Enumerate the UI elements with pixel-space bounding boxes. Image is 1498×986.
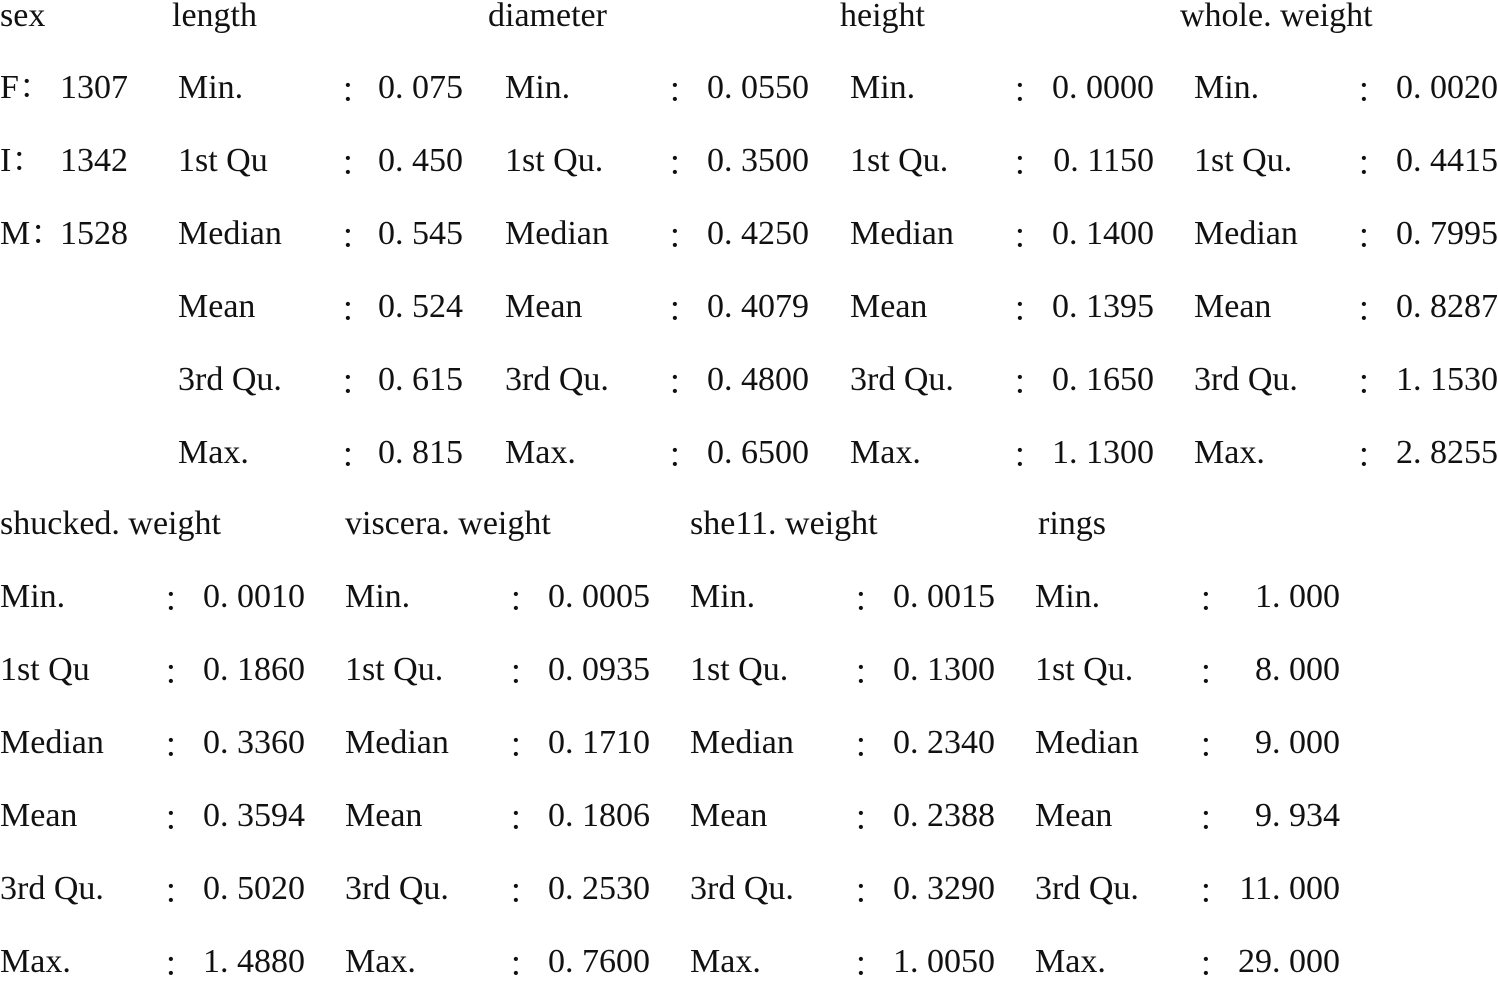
- column-header-she11-weight: she11. weight: [690, 505, 878, 542]
- stat-value: 0. 815: [378, 434, 463, 471]
- stat-label: 3rd Qu.: [850, 361, 954, 398]
- stat-label: 3rd Qu.: [0, 870, 104, 907]
- stat-label: Mean: [690, 797, 768, 834]
- stat-value: 1. 1300: [1052, 434, 1154, 471]
- stat-value: 0. 3290: [893, 870, 995, 907]
- colon-separator: ：: [163, 801, 197, 838]
- stat-label: Median: [850, 215, 954, 252]
- column-header-length: length: [172, 0, 257, 34]
- colon-separator: ：: [1356, 365, 1390, 402]
- stat-value: 0. 4415: [1396, 142, 1498, 179]
- stat-label: 1st Qu.: [1194, 142, 1293, 179]
- stat-value: 0. 3360: [203, 724, 305, 761]
- colon-separator: ：: [163, 728, 197, 765]
- colon-separator: ：: [340, 365, 374, 402]
- stat-label: 1st Qu.: [345, 651, 444, 688]
- colon-separator: ：: [508, 874, 542, 911]
- stat-label: Max.: [0, 943, 71, 980]
- sex-label: F：: [0, 69, 53, 106]
- colon-separator: ：: [1356, 73, 1390, 110]
- colon-separator: ：: [163, 655, 197, 692]
- stat-value: 1. 000: [1255, 578, 1340, 615]
- stat-value: 9. 934: [1255, 797, 1340, 834]
- stat-label: 3rd Qu.: [345, 870, 449, 907]
- colon-separator: ：: [1198, 728, 1232, 765]
- colon-separator: ：: [1198, 655, 1232, 692]
- stat-value: 0. 3500: [707, 142, 809, 179]
- colon-separator: ：: [853, 874, 887, 911]
- stat-value: 0. 1150: [1053, 142, 1154, 179]
- colon-separator: ：: [1356, 438, 1390, 475]
- stat-value: 29. 000: [1238, 943, 1340, 980]
- colon-separator: ：: [1012, 365, 1046, 402]
- stat-label: 3rd Qu.: [505, 361, 609, 398]
- colon-separator: ：: [508, 582, 542, 619]
- stat-value: 0. 1650: [1052, 361, 1154, 398]
- stat-value: 0. 3594: [203, 797, 305, 834]
- colon-separator: ：: [1356, 146, 1390, 183]
- stat-value: 0. 6500: [707, 434, 809, 471]
- stat-label: Median: [505, 215, 609, 252]
- colon-separator: ：: [853, 728, 887, 765]
- stat-value: 0. 1395: [1052, 288, 1154, 325]
- colon-separator: ：: [340, 292, 374, 329]
- stat-label: 1st Qu.: [850, 142, 949, 179]
- colon-separator: ：: [1198, 801, 1232, 838]
- colon-separator: ：: [1356, 292, 1390, 329]
- stat-label: Mean: [850, 288, 928, 325]
- sex-count: 1528: [60, 215, 128, 252]
- stat-value: 0. 5020: [203, 870, 305, 907]
- colon-separator: ：: [667, 146, 701, 183]
- colon-separator: ：: [340, 73, 374, 110]
- stat-label: Mean: [505, 288, 583, 325]
- stat-value: 0. 0020: [1396, 69, 1498, 106]
- stat-label: 1st Qu: [0, 651, 90, 688]
- stat-label: Mean: [1035, 797, 1113, 834]
- stat-value: 1. 1530: [1396, 361, 1498, 398]
- colon-separator: ：: [340, 438, 374, 475]
- stat-label: 3rd Qu.: [690, 870, 794, 907]
- colon-separator: ：: [667, 292, 701, 329]
- stat-value: 0. 0550: [707, 69, 809, 106]
- stat-label: 3rd Qu.: [1035, 870, 1139, 907]
- stat-label: Mean: [178, 288, 256, 325]
- column-header-sex: sex: [0, 0, 46, 34]
- stat-value: 0. 615: [378, 361, 463, 398]
- stat-value: 0. 0005: [548, 578, 650, 615]
- colon-separator: ：: [340, 219, 374, 256]
- stat-value: 0. 1400: [1052, 215, 1154, 252]
- colon-separator: ：: [1012, 219, 1046, 256]
- column-header-diameter: diameter: [488, 0, 607, 34]
- column-header-viscera-weight: viscera. weight: [345, 505, 551, 542]
- stat-label: 3rd Qu.: [178, 361, 282, 398]
- stat-value: 0. 0010: [203, 578, 305, 615]
- stat-label: Min.: [0, 578, 66, 615]
- stat-value: 0. 450: [378, 142, 463, 179]
- stat-label: Max.: [505, 434, 576, 471]
- stat-value: 0. 4800: [707, 361, 809, 398]
- sex-count: 1307: [60, 69, 128, 106]
- stat-value: 0. 0015: [893, 578, 995, 615]
- stat-label: Mean: [1194, 288, 1272, 325]
- colon-separator: ：: [163, 582, 197, 619]
- stat-label: Median: [690, 724, 794, 761]
- stat-label: Min.: [178, 69, 244, 106]
- stat-value: 0. 075: [378, 69, 463, 106]
- stat-label: Min.: [345, 578, 411, 615]
- stat-label: Mean: [345, 797, 423, 834]
- stat-label: Median: [345, 724, 449, 761]
- colon-separator: ：: [1198, 874, 1232, 911]
- stat-label: 1st Qu: [178, 142, 268, 179]
- stat-label: 3rd Qu.: [1194, 361, 1298, 398]
- column-header-rings: rings: [1038, 505, 1106, 542]
- colon-separator: ：: [1198, 947, 1232, 984]
- stat-label: Min.: [505, 69, 571, 106]
- stat-label: Max.: [690, 943, 761, 980]
- stat-value: 0. 545: [378, 215, 463, 252]
- stat-label: Min.: [690, 578, 756, 615]
- stat-label: Mean: [0, 797, 78, 834]
- stat-value: 0. 0000: [1052, 69, 1154, 106]
- stat-value: 0. 4079: [707, 288, 809, 325]
- stat-value: 0. 0935: [548, 651, 650, 688]
- stat-value: 0. 1860: [203, 651, 305, 688]
- stat-value: 2. 8255: [1396, 434, 1498, 471]
- sex-label: M：: [0, 215, 65, 252]
- stat-value: 1. 4880: [203, 943, 305, 980]
- stat-value: 0. 8287: [1396, 288, 1498, 325]
- stat-label: Median: [1194, 215, 1298, 252]
- stat-value: 0. 524: [378, 288, 463, 325]
- stat-label: Min.: [850, 69, 916, 106]
- stat-label: Max.: [1194, 434, 1265, 471]
- stat-value: 0. 1806: [548, 797, 650, 834]
- stat-value: 9. 000: [1255, 724, 1340, 761]
- colon-separator: ：: [853, 947, 887, 984]
- colon-separator: ：: [667, 365, 701, 402]
- sex-count: 1342: [60, 142, 128, 179]
- stat-label: 1st Qu.: [690, 651, 789, 688]
- colon-separator: ：: [1012, 438, 1046, 475]
- stat-value: 0. 1300: [893, 651, 995, 688]
- stat-label: 1st Qu.: [1035, 651, 1134, 688]
- stat-value: 0. 2388: [893, 797, 995, 834]
- colon-separator: ：: [853, 801, 887, 838]
- colon-separator: ：: [1012, 146, 1046, 183]
- colon-separator: ：: [1012, 73, 1046, 110]
- colon-separator: ：: [1012, 292, 1046, 329]
- colon-separator: ：: [163, 947, 197, 984]
- stat-label: Median: [1035, 724, 1139, 761]
- column-header-height: height: [840, 0, 925, 34]
- stat-value: 8. 000: [1255, 651, 1340, 688]
- stat-value: 0. 7995: [1396, 215, 1498, 252]
- colon-separator: ：: [508, 801, 542, 838]
- colon-separator: ：: [667, 73, 701, 110]
- stat-label: 1st Qu.: [505, 142, 604, 179]
- stat-value: 0. 4250: [707, 215, 809, 252]
- colon-separator: ：: [340, 146, 374, 183]
- colon-separator: ：: [853, 582, 887, 619]
- stat-label: Median: [0, 724, 104, 761]
- stat-label: Median: [178, 215, 282, 252]
- colon-separator: ：: [1356, 219, 1390, 256]
- colon-separator: ：: [508, 655, 542, 692]
- colon-separator: ：: [667, 219, 701, 256]
- stat-label: Max.: [850, 434, 921, 471]
- column-header-whole-weight: whole. weight: [1180, 0, 1373, 34]
- stat-label: Max.: [1035, 943, 1106, 980]
- colon-separator: ：: [1198, 582, 1232, 619]
- stat-value: 0. 2340: [893, 724, 995, 761]
- sex-label: I：: [0, 142, 46, 179]
- stat-label: Min.: [1194, 69, 1260, 106]
- column-header-shucked-weight: shucked. weight: [0, 505, 221, 542]
- stat-value: 1. 0050: [893, 943, 995, 980]
- colon-separator: ：: [508, 728, 542, 765]
- stat-label: Min.: [1035, 578, 1101, 615]
- colon-separator: ：: [508, 947, 542, 984]
- stat-value: 11. 000: [1239, 870, 1340, 907]
- stat-label: Max.: [345, 943, 416, 980]
- stat-value: 0. 1710: [548, 724, 650, 761]
- stat-value: 0. 2530: [548, 870, 650, 907]
- colon-separator: ：: [667, 438, 701, 475]
- stat-label: Max.: [178, 434, 249, 471]
- colon-separator: ：: [163, 874, 197, 911]
- colon-separator: ：: [853, 655, 887, 692]
- stat-value: 0. 7600: [548, 943, 650, 980]
